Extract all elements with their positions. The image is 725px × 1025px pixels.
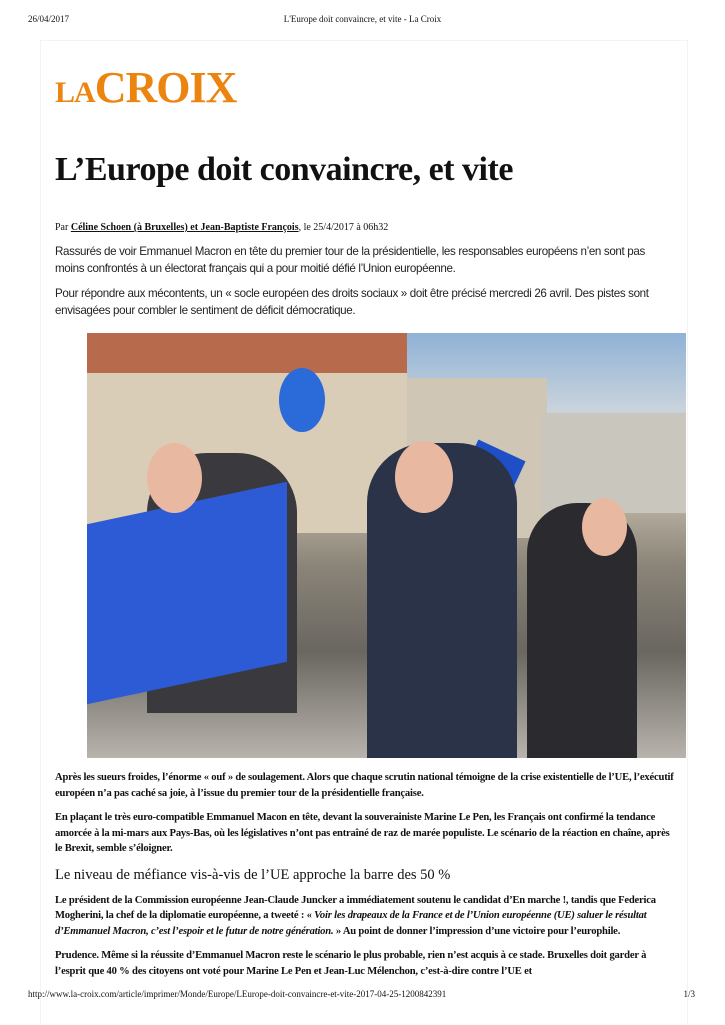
paragraph: En plaçant le très euro-compatible Emmanuel Macon en tête, devant la souverainiste Marine Le Pen, les Français ont confirmé la tendance amorcée à la mi-mars aux Pays-Bas, où les législatives n’ont pas entraîné de raz de marée populiste. Le scénario de la réaction en chaîne, après le Brexit, semble s’éloigner. [55, 812, 670, 854]
subheading: Le niveau de méfiance vis-à-vis de l’UE approche la barre des 50 % [55, 866, 451, 883]
print-date: 26/04/2017 [28, 14, 70, 24]
byline-date: , le 25/4/2017 à 06h32 [298, 222, 389, 233]
authors-link[interactable]: Céline Schoen (à Bruxelles) et Jean-Baptiste François [70, 222, 299, 233]
print-footer [28, 988, 695, 1002]
la-croix-logo[interactable]: LACROIX [55, 63, 237, 112]
quote: Voir les drapeaux de la France et de l’Union européenne (UE) saluer le résultat d’Emmanuel Macron, c’est l’espoir et le futur de notre génération. [55, 910, 647, 937]
balloon-image [279, 368, 325, 432]
paragraph: Après les sueurs froides, l’énorme « ouf » de soulagement. Alors que chaque scrutin national témoigne de la crise existentielle de l’UE, l’exécutif européen n’a pas caché sa joie, à l’issue du premier tour de la présidentielle française. [55, 772, 674, 799]
intro-paragraph: Rassurés de voir Emmanuel Macron en tête du premier tour de la présidentielle, les responsables européens n’en sont pas moins confrontés à un électorat français qui a pour moitié défié l’Union européenne. [55, 245, 645, 275]
paragraph: Prudence. Même si la réussite d’Emmanuel Macron reste le scénario le plus probable, rien n’est acquis à ce stade. Bruxelles doit garder à l’esprit que 40 % des citoyens ont voté pour Marine Le Pen et Jean-Luc Mélenchon, c’est-à-dire contre l’UE et [55, 950, 647, 977]
intro-paragraph: Pour répondre aux mécontents, un « socle européen des droits sociaux » doit être précisé mercredi 26 avril. Des pistes sont envisagées pour combler le sentiment de déficit démocratique. [55, 287, 649, 317]
article-photo [87, 333, 686, 758]
paragraph: Le président de la Commission européenne Jean-Claude Juncker a immédiatement soutenu le candidat d’En marche !, tandis que Federica Mogherini, la chef de la diplomatie européenne, a tweeté : « Voir les drapeaux de la France et de l’Union européenne (UE) saluer le résultat d’Emmanuel Macron, c’est l’espoir et le futur de notre génération. » Au point de donner l’impression d’une victoire pour l’europhile. [55, 894, 656, 937]
print-title: L'Europe doit convaincre, et vite - La Croix [283, 14, 442, 24]
article-title: L’Europe doit convaincre, et vite [55, 151, 513, 188]
print-url: http://www.la-croix.com/article/imprimer/Monde/Europe/LEurope-doit-convaincre-et-vite-2017-04-25-1200842391 [28, 989, 447, 999]
page-number: 1/3 [683, 989, 695, 999]
byline: Par Céline Schoen (à Bruxelles) et Jean-Baptiste François, le 25/4/2017 à 06h32 [55, 222, 389, 233]
